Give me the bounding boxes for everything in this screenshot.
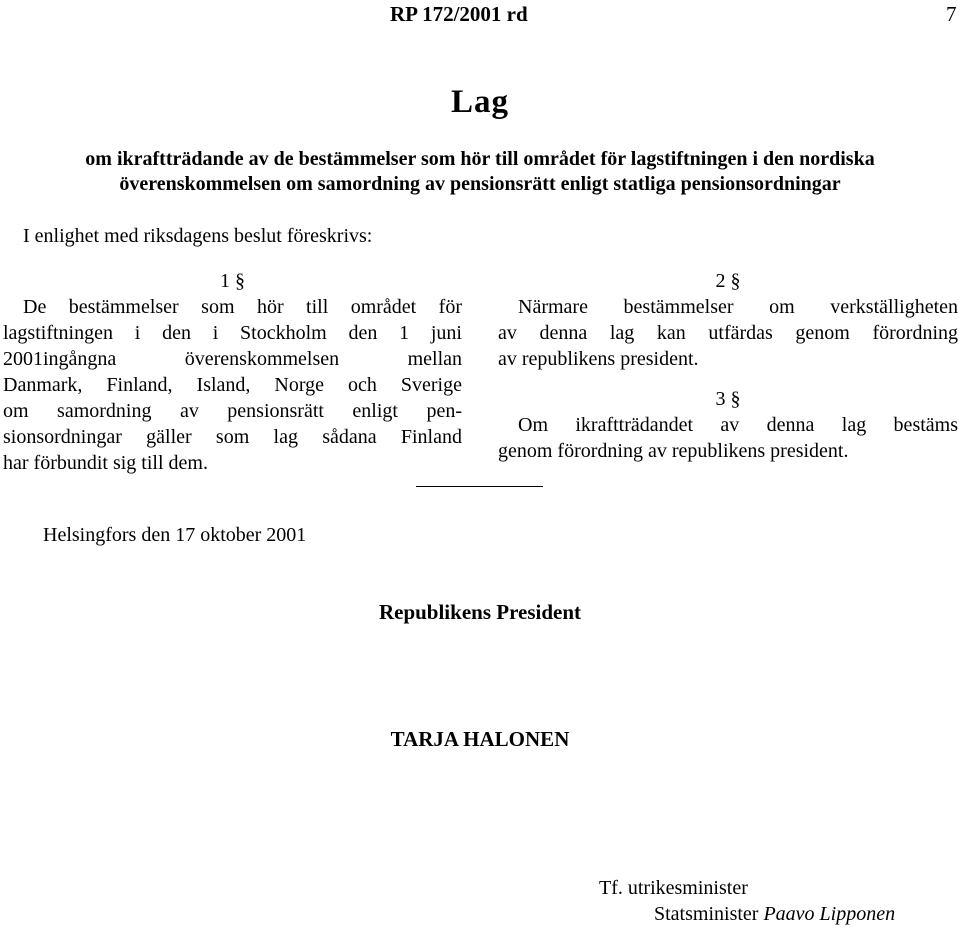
right-column (498, 268, 958, 464)
enactment-clause: I enlighet med riksdagens beslut föreskrivs: (23, 225, 373, 247)
section-3-heading: 3 § (715, 388, 741, 410)
section-1-line: sionsordningar gäller som lag sådana Finland (3, 426, 462, 448)
section-3-line: genom förordning av republikens president. (498, 440, 849, 462)
section-1-line: lagstiftningen i den i Stockholm den 1 juni (3, 322, 462, 344)
law-title: Lag (450, 84, 509, 120)
section-2-line: av republikens president. (498, 348, 699, 370)
section-1-heading: 1 § (220, 270, 245, 292)
section-1-line: 2001ingångna överenskommelsen mellan (3, 348, 462, 370)
section-1-line: har förbundit sig till dem. (3, 452, 208, 474)
section-3-line: Om ikraftträdandet av denna lag bestäms (518, 414, 958, 436)
law-subtitle-line-1: om ikraftträdande av de bestämmelser som hör till området för lagstiftningen i den nordiska (85, 148, 875, 170)
section-1-line: Danmark, Finland, Island, Norge och Sverige (3, 374, 462, 396)
minister-name: Paavo Lipponen (763, 903, 896, 925)
left-column (3, 268, 462, 476)
minister-prefix: Statsminister (654, 903, 759, 925)
section-1-line: De bestämmelser som hör till området för (23, 296, 462, 318)
page-number: 7 (946, 2, 957, 26)
section-2-line: av denna lag kan utfärdas genom förordning (498, 322, 958, 344)
countersignature (654, 903, 895, 926)
law-subtitle-line-2: överenskommelsen om samordning av pensionsrätt enligt statliga pensionsordningar (119, 173, 841, 195)
section-2-heading: 2 § (715, 270, 741, 292)
minister-title: Tf. utrikesminister (599, 877, 748, 899)
signatory-name: TARJA HALONEN (390, 727, 570, 751)
section-2-line: Närmare bestämmelser om verkställigheten (518, 296, 958, 318)
divider-rule (416, 486, 543, 487)
section-1-line: om samordning av pensionsrätt enligt pen- (3, 400, 462, 422)
signatory-role: Republikens President (378, 600, 582, 624)
document-reference: RP 172/2001 rd (390, 2, 528, 26)
section-gap (498, 372, 958, 386)
place-and-date: Helsingfors den 17 oktober 2001 (43, 524, 307, 546)
